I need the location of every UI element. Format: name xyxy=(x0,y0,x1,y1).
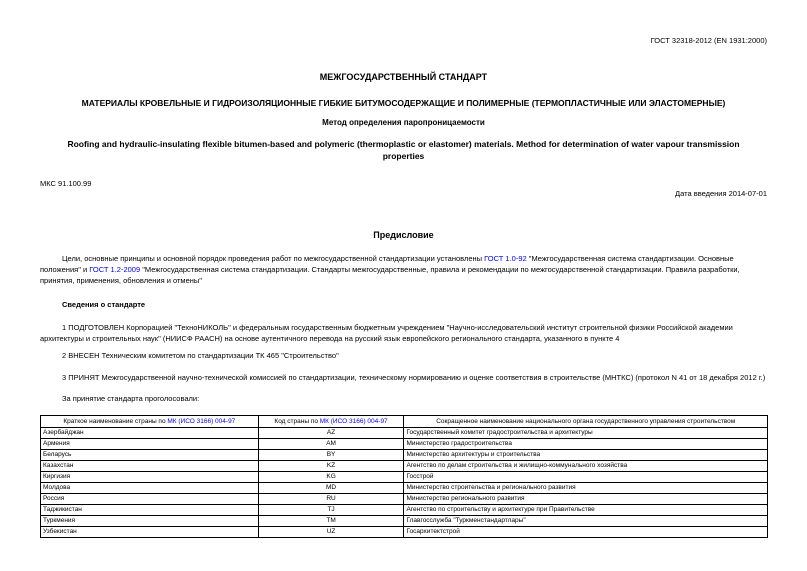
country-cell: Россия xyxy=(41,494,259,505)
voted-intro: За принятие стандарта проголосовали: xyxy=(62,394,200,403)
standard-info-heading: Сведения о стандарте xyxy=(62,300,146,309)
table-row xyxy=(41,450,768,461)
table-row xyxy=(41,461,768,472)
table-row xyxy=(41,516,768,527)
organization-cell: Государственный комитет градостроительства и архитектуры xyxy=(404,428,768,439)
header-country-text: Краткое наименование страны по xyxy=(63,417,168,425)
country-cell: Молдова xyxy=(41,483,259,494)
code-cell: RU xyxy=(258,494,404,505)
table-row xyxy=(41,439,768,450)
gost-1-2-2009-link[interactable]: ГОСТ 1.2-2009 xyxy=(89,265,141,274)
table-row xyxy=(41,472,768,483)
table-row xyxy=(41,483,768,494)
country-cell: Узбекистан xyxy=(41,527,259,538)
mks-code: МКС 91.100.99 xyxy=(40,179,92,188)
code-cell: MD xyxy=(258,483,404,494)
country-cell: Армения xyxy=(41,439,259,450)
foreword-text-a: Цели, основные принципы и основной порядок проведения работ по межгосударственной стандартизации установлены xyxy=(62,254,485,263)
organization-cell: Министерство регионального развития xyxy=(404,494,768,505)
standard-type-heading: МЕЖГОСУДАРСТВЕННЫЙ СТАНДАРТ xyxy=(319,72,488,82)
country-cell: Беларусь xyxy=(41,450,259,461)
code-cell: UZ xyxy=(258,527,404,538)
code-cell: BY xyxy=(258,450,404,461)
item-introduced: 2 ВНЕСЕН Техническим комитетом по стандартизации ТК 465 "Строительство" xyxy=(62,351,339,360)
code-cell: AM xyxy=(258,439,404,450)
table-row xyxy=(41,494,768,505)
organization-cell: Госстрой xyxy=(404,472,768,483)
code-cell: KG xyxy=(258,472,404,483)
header-code-text: Код страны по xyxy=(274,417,320,425)
foreword-text-c: "Межгосударственная система стандартизации. Стандарты межгосударственные, правила и рекомендации по межгосударственной стандартизации. Правила разработки, принятия, применения, обновления и отмены" xyxy=(40,265,740,285)
organization-cell: Госархитектстрой xyxy=(404,527,768,538)
voting-countries-table xyxy=(40,415,768,538)
table-row xyxy=(41,428,768,439)
country-cell: Таджикистан xyxy=(41,505,259,516)
mk-iso-link[interactable]: МК (ИСО 3166) 004-97 xyxy=(167,417,236,425)
code-cell: TM xyxy=(258,516,404,527)
foreword-heading: Предисловие xyxy=(373,230,434,240)
header-organization: Сокращенное наименование национального органа государственного управления строительством xyxy=(404,416,768,428)
table-row xyxy=(41,527,768,538)
item-adopted: 3 ПРИНЯТ Межгосударственной научно-технической комиссией по стандартизации, техническому нормированию и оценке соответствия в строительстве (МНТКС) (протокол N 41 от 18 декабря 2012 г.) xyxy=(62,373,766,382)
document-id: ГОСТ 32318-2012 (EN 1931:2000) xyxy=(650,36,767,45)
country-cell: Азербайджан xyxy=(41,428,259,439)
header-code xyxy=(258,416,404,428)
organization-cell: Агентство по строительству и архитектуре при Правительстве xyxy=(404,505,768,516)
country-cell: Казахстан xyxy=(41,461,259,472)
title-russian: МАТЕРИАЛЫ КРОВЕЛЬНЫЕ И ГИДРОИЗОЛЯЦИОННЫЕ ГИБКИЕ БИТУМОСОДЕРЖАЩИЕ И ПОЛИМЕРНЫЕ (ТЕРМОПЛАСТИЧНЫЕ ИЛИ ЭЛАСТОМЕРНЫЕ) xyxy=(81,98,726,108)
organization-cell: Главгосслужба "Туркменстандартлары" xyxy=(404,516,768,527)
organization-cell: Министерство архитектуры и строительства xyxy=(404,450,768,461)
foreword-paragraph xyxy=(40,253,767,286)
country-cell: Киргизия xyxy=(41,472,259,483)
introduction-date: Дата введения 2014-07-01 xyxy=(675,189,767,198)
code-cell: TJ xyxy=(258,505,404,516)
organization-cell: Министерство строительства и регионального развития xyxy=(404,483,768,494)
foreword-text-b: "Межгосударственная система стандартизации. Основные положения" и xyxy=(40,254,734,274)
table-row xyxy=(41,505,768,516)
code-cell: AZ xyxy=(258,428,404,439)
header-country xyxy=(41,416,259,428)
title-english: Roofing and hydraulic-insulating flexible bitumen-based and polymeric (thermoplastic or elastomer) materials. Method for determination of water vapour transmission properties xyxy=(67,139,740,161)
country-cell: Туркмения xyxy=(41,516,259,527)
code-cell: KZ xyxy=(258,461,404,472)
method-title-russian: Метод определения паропроницаемости xyxy=(322,118,485,127)
item-prepared: 1 ПОДГОТОВЛЕН Корпорацией "ТехноНИКОЛЬ" и федеральным государственным бюджетным учреждением "Научно-исследовательский институт строительной физики Российской академии архитектуры и строительных наук" (НИИСФ РААСН) на основе аутентичного перевода на русский язык европейского регионального стандарта, указанного в пункте 4 xyxy=(40,323,733,343)
organization-cell: Агентство по делам строительства и жилищно-коммунального хозяйства xyxy=(404,461,768,472)
organization-cell: Министерство градостроительства xyxy=(404,439,768,450)
mk-iso-link[interactable]: МК (ИСО 3166) 004-97 xyxy=(319,417,388,425)
table-header-row xyxy=(41,416,768,428)
gost-1-0-92-link[interactable]: ГОСТ 1.0-92 xyxy=(484,254,527,263)
